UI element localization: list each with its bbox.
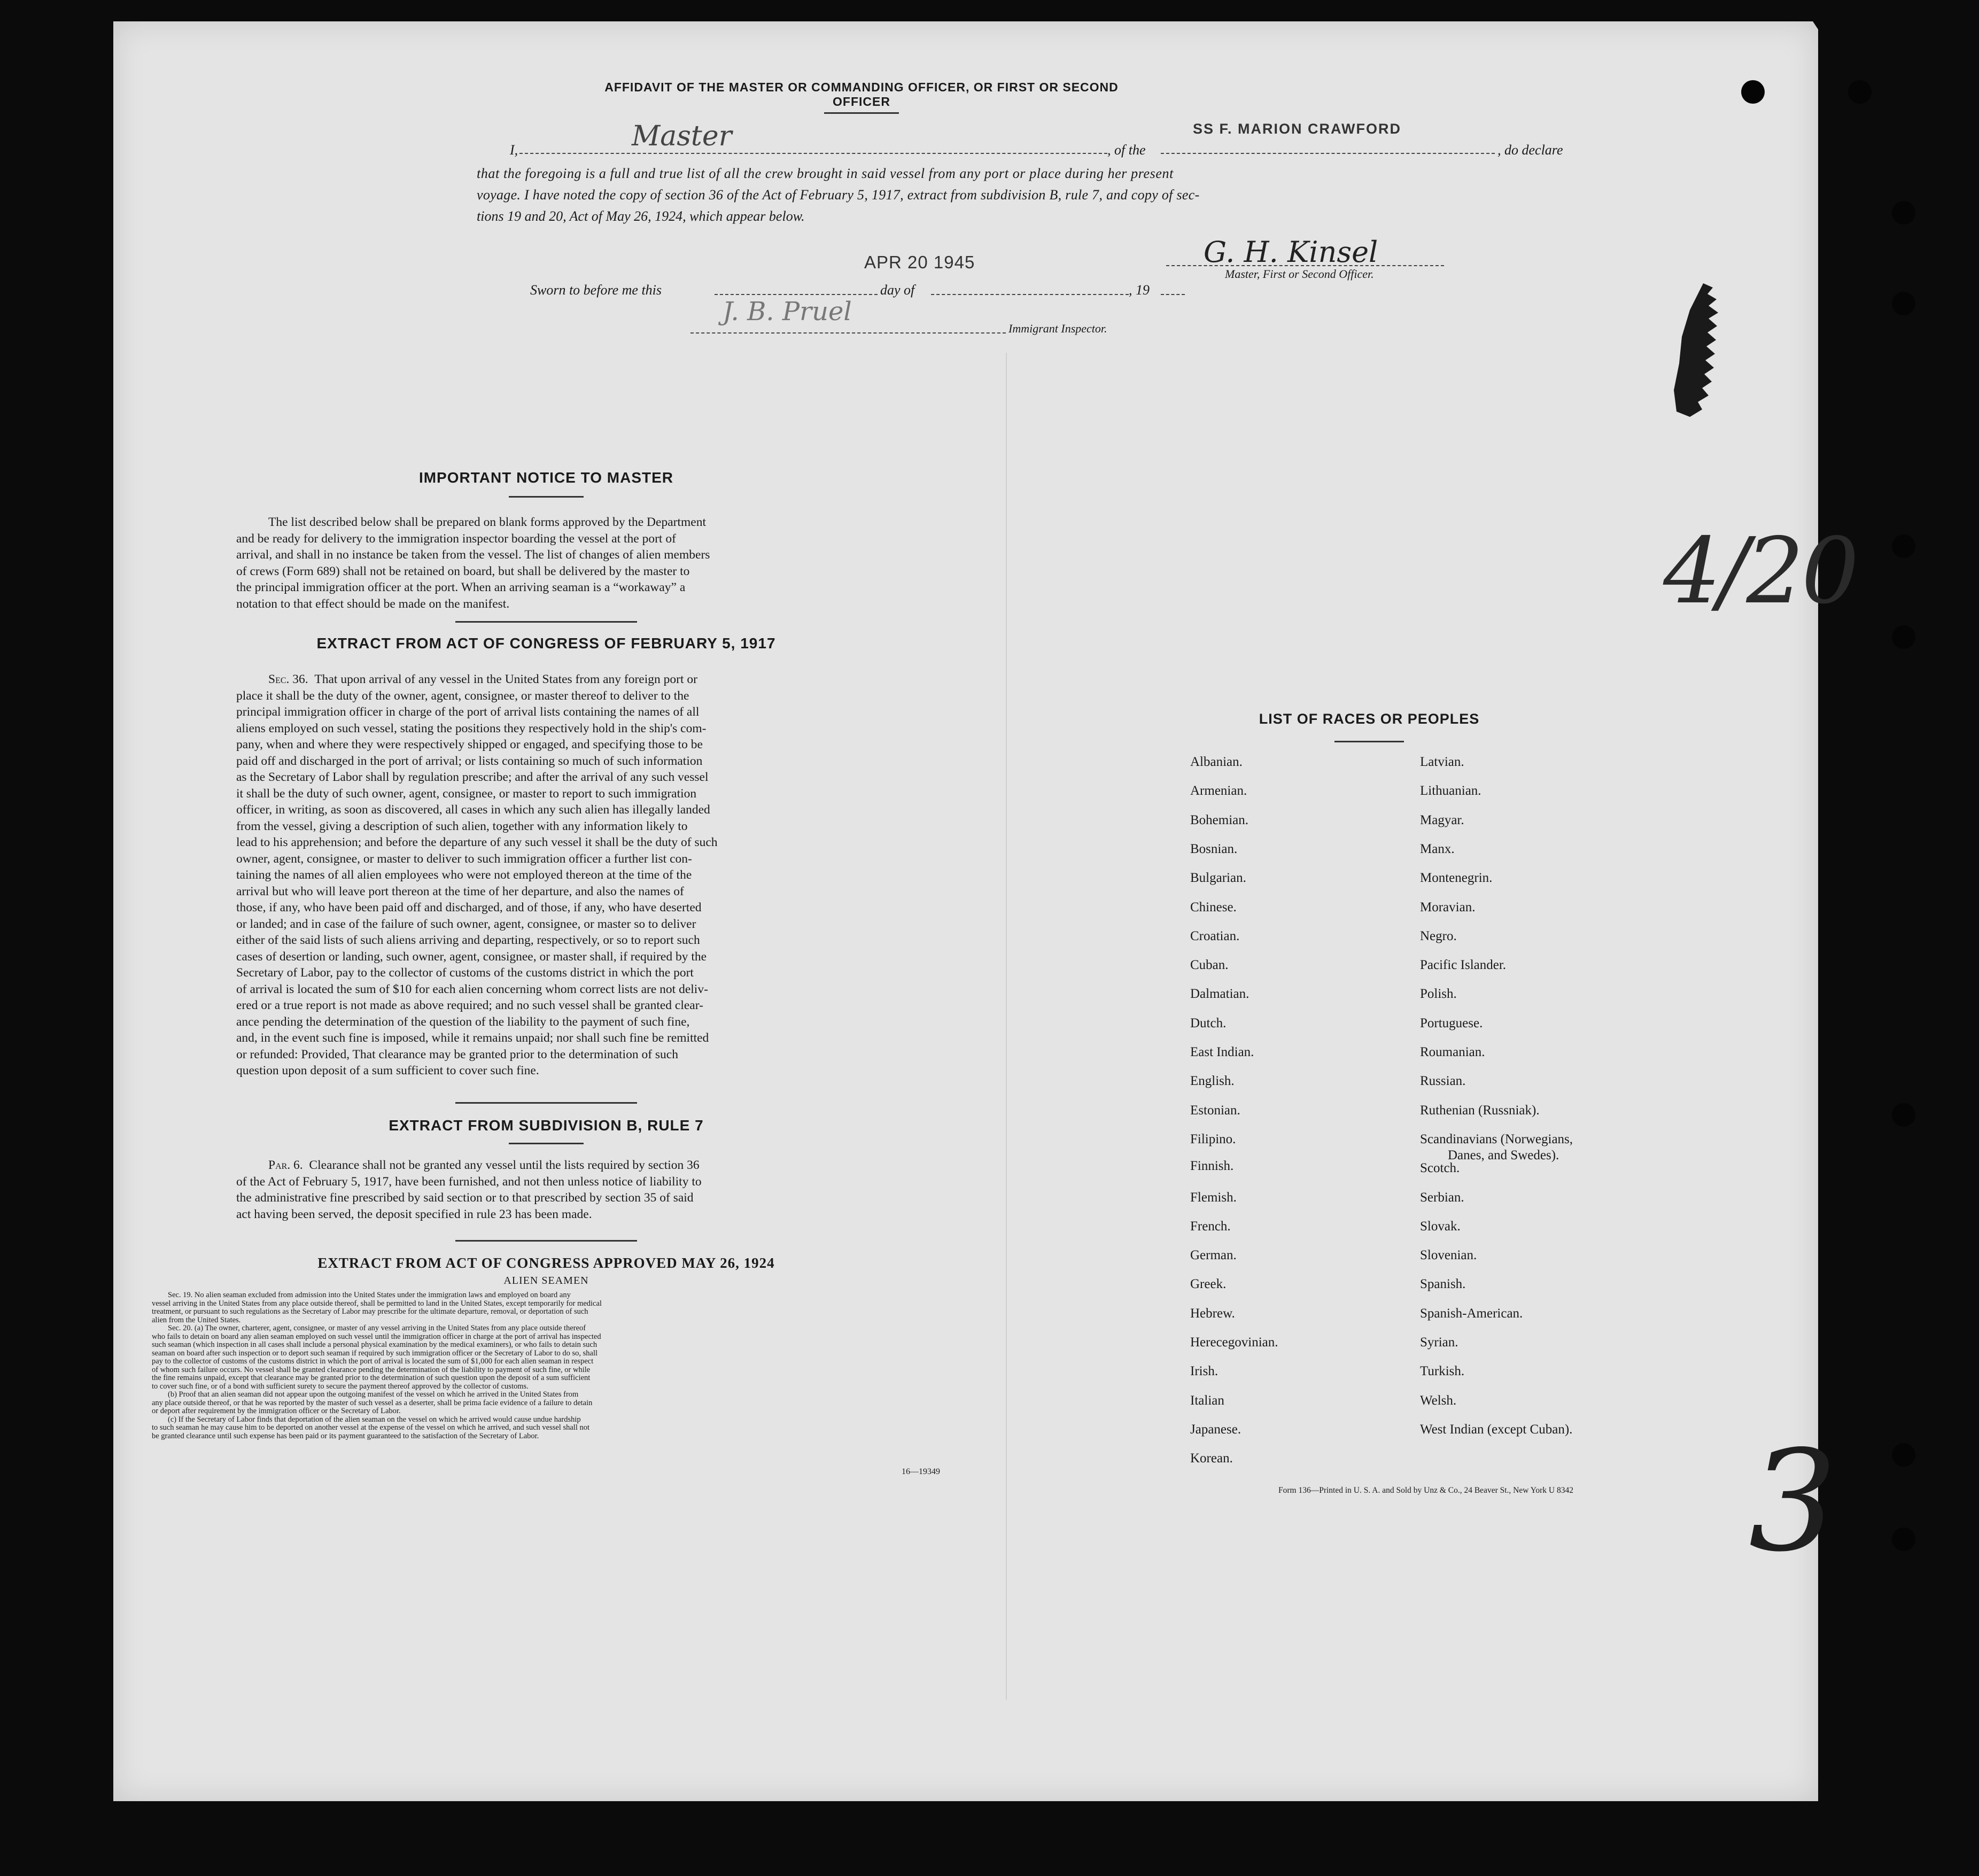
- extract-line: it shall be the duty of such owner, agent, consignee, or master to report to such immigration: [236, 786, 697, 801]
- paragraph-label: Par. 6.: [268, 1158, 303, 1172]
- race-item: Russian.: [1420, 1074, 1466, 1089]
- races-left-column: [1190, 755, 1383, 1503]
- notice-line: and be ready for delivery to the immigration inspector boarding the vessel at the port of: [236, 531, 676, 546]
- race-item: Dalmatian.: [1190, 987, 1250, 1002]
- race-item: Armenian.: [1190, 784, 1247, 799]
- extract-line: those, if any, who have been paid off and discharged, and of those, if any, who have deserted: [236, 901, 702, 914]
- punch-hole: [1892, 1103, 1915, 1127]
- race-item: Roumanian.: [1420, 1045, 1485, 1059]
- extract-1924-subtitle: ALIEN SEAMEN: [503, 1275, 589, 1286]
- race-item: German.: [1190, 1248, 1237, 1263]
- form-number-left: 16—19349: [902, 1467, 940, 1476]
- extract-line: officer, in writing, as soon as discovered, all cases in which any such alien has illegally landed: [236, 803, 710, 817]
- inspector-signature: J. B. Pruel: [723, 297, 852, 327]
- extract-1924-line: treatment, or pursuant to such regulations as the Secretary of Labor may prescribe for the ultimate departure, removal, or deportation of such: [152, 1307, 588, 1316]
- race-item: Spanish.: [1420, 1277, 1466, 1292]
- extract-line: pany, when and where they were respectively shipped or engaged, and specifying those to be: [236, 738, 703, 751]
- race-item: Albanian.: [1190, 755, 1243, 769]
- race-item: English.: [1190, 1074, 1235, 1089]
- extract-1924-title: EXTRACT FROM ACT OF CONGRESS APPROVED MAY 26, 1924: [317, 1255, 775, 1271]
- punch-hole: [1892, 292, 1915, 315]
- sworn-label: Sworn to before me this: [530, 282, 662, 298]
- race-item: Portuguese.: [1420, 1015, 1483, 1030]
- extract-1924-line: be granted clearance until such expense has been paid or its payment guaranteed to the satisfaction of the Secretary of Labor.: [152, 1431, 539, 1440]
- race-item: Manx.: [1420, 841, 1455, 856]
- subdivision-line: act having been served, the deposit specified in rule 23 has been made.: [236, 1207, 592, 1221]
- extract-1924-line: vessel arriving in the United States from any place outside thereof, shall be permitted to land in the United States, except temporarily for medical: [152, 1299, 602, 1308]
- race-item: Chinese.: [1190, 900, 1237, 914]
- notice-line: of crews (Form 689) shall not be retained on board, but shall be delivered by the master to: [236, 564, 690, 578]
- race-item: Italian: [1190, 1393, 1224, 1408]
- master-caption: Master, First or Second Officer.: [1225, 267, 1374, 281]
- extract-line: aliens employed on such vessel, stating the positions they respectively hold in the ship's com-: [236, 721, 707, 735]
- race-item: Magyar.: [1420, 812, 1464, 827]
- sworn-year-line: [1161, 294, 1185, 295]
- race-item: Estonian.: [1190, 1103, 1240, 1118]
- races-right-column: [1420, 755, 1677, 1503]
- notice-line: the principal immigration officer at the port. When an arriving seaman is a “workaway” a: [236, 580, 686, 594]
- fold-line: [1006, 353, 1007, 1700]
- extract-1924-body: [152, 1291, 975, 1440]
- extract-1924-line: seaman on board after such inspection or to deport such seaman if required by such immigration officer or the Secretary of Labor to do so, shall: [152, 1348, 598, 1358]
- extract-1924-line: any place outside thereof, or that he was reported by the master of such vessel as a deserter, shall be prima facie evidence of a failure to detain: [152, 1398, 593, 1407]
- subdivision-b-body: [236, 1157, 859, 1222]
- punch-hole: [1848, 80, 1872, 104]
- handwritten-date: 4/20: [1663, 518, 1857, 624]
- extract-1924-line: (c) If the Secretary of Labor finds that deportation of the alien seaman on the vessel on which he arrived would cause undue hardship: [168, 1415, 581, 1424]
- subdivision-b-title: EXTRACT FROM SUBDIVISION B, RULE 7: [389, 1117, 704, 1134]
- notice-body: [236, 514, 859, 612]
- race-item: Flemish.: [1190, 1190, 1237, 1205]
- extract-1924-line: Sec. 20. (a) The owner, charterer, agent, consignee, or master of any vessel arriving in the United States from any place outside thereof: [168, 1324, 586, 1332]
- extract-1924-line: (b) Proof that an alien seaman did not appear upon the outgoing manifest of the vessel on which he arrived in the United States from: [168, 1390, 579, 1399]
- extract-line: from the vessel, giving a description of such alien, together with any information likely to: [236, 819, 688, 833]
- extract-1924-line: the fine remains unpaid, except that clearance may be granted prior to the determination of such question upon the deposit of a sum sufficient: [152, 1374, 591, 1382]
- affidavit-title: AFFIDAVIT OF THE MASTER OR COMMANDING OFFICER, OR FIRST OR SECOND OFFICER: [604, 80, 1119, 108]
- race-item: Slovak.: [1420, 1219, 1461, 1234]
- race-item: Croatian.: [1190, 928, 1240, 943]
- of-the-label: , of the: [1107, 142, 1146, 158]
- master-name-handwritten: Master: [632, 120, 732, 152]
- race-item: Bosnian.: [1190, 841, 1238, 856]
- extract-line: or landed; and in case of the failure of such owner, agent, consignee, or master so to deliver: [236, 917, 696, 931]
- race-item: Montenegrin.: [1420, 871, 1493, 886]
- race-item: Japanese.: [1190, 1422, 1241, 1437]
- extract-1924-line: of whom such failure occurs. No vessel shall be granted clearance pending the determination of the liability to payment of such fine, or while: [152, 1365, 591, 1374]
- race-item: Latvian.: [1420, 755, 1464, 769]
- extract-line: ered or a true report is not made as above required; and no such vessel shall be granted clear-: [236, 998, 703, 1012]
- sworn-day-line: [715, 294, 878, 295]
- race-item: Serbian.: [1420, 1190, 1464, 1205]
- divider: [824, 112, 899, 114]
- master-signature: G. H. Kinsel: [1204, 235, 1378, 269]
- extract-line: or refunded: Provided, That clearance may be granted prior to the determination of such: [236, 1047, 678, 1061]
- extract-line: Secretary of Labor, pay to the collector of customs of the customs district in which the port: [236, 966, 694, 980]
- extract-line: and, in the event such fine is imposed, while it remains unpaid; nor shall such fine be remitted: [236, 1031, 709, 1045]
- affidavit-line-2: that the foregoing is a full and true list of all the crew brought in said vessel from any port or place during her present: [477, 166, 1174, 181]
- extract-line: place it shall be the duty of the owner, agent, consignee, or master thereof to deliver to the: [236, 688, 689, 703]
- punch-hole: [1892, 1528, 1915, 1551]
- affidavit-line-3: voyage. I have noted the copy of section 36 of the Act of February 5, 1917, extract from subdivision B, rule 7, and copy of sec-: [477, 187, 1200, 203]
- race-item: Syrian.: [1420, 1335, 1458, 1350]
- page-number-handwritten: 3: [1749, 1421, 1837, 1583]
- extract-1924-line: to cover such fine, or of a bond with sufficient surety to secure the payment thereof approved by the collector of customs.: [152, 1382, 529, 1391]
- race-item: Ruthenian (Russniak).: [1420, 1103, 1540, 1118]
- divider: [509, 496, 584, 498]
- race-item: Scotch.: [1420, 1161, 1460, 1176]
- sworn-month-line: [931, 294, 1129, 295]
- races-title: LIST OF RACES OR PEOPLES: [1259, 711, 1480, 727]
- extract-1924-line: who fails to detain on board any alien seaman employed on such vessel until the immigration officer in charge at the port of arrival has inspected: [152, 1332, 601, 1341]
- race-item: Hebrew.: [1190, 1306, 1235, 1321]
- extract-line: ance pending the determination of the question of the liability to the payment of such fine,: [236, 1014, 690, 1029]
- race-item: Slovenian.: [1420, 1248, 1477, 1263]
- extract-line: paid off and discharged in the port of arrival; or lists containing so much of such information: [236, 754, 703, 768]
- race-item: Greek.: [1190, 1277, 1227, 1292]
- extract-1917-title: EXTRACT FROM ACT OF CONGRESS OF FEBRUARY 5, 1917: [316, 635, 776, 652]
- extract-line: taining the names of all alien employees who were not employed thereon at the time of the: [236, 868, 692, 882]
- subdivision-line: Clearance shall not be granted any vessel until the lists required by section 36: [309, 1158, 700, 1172]
- divider: [1334, 741, 1404, 742]
- race-item: Cuban.: [1190, 958, 1229, 973]
- race-item: Pacific Islander.: [1420, 958, 1507, 973]
- vessel-stamp: SS F. MARION CRAWFORD: [1193, 121, 1401, 137]
- extract-line: arrival but who will leave port thereon at the time of her departure, and also the names of: [236, 884, 684, 898]
- extract-1924-line: alien from the United States.: [152, 1315, 241, 1324]
- subdivision-line: of the Act of February 5, 1917, have been furnished, and not then unless notice of liability to: [236, 1174, 702, 1189]
- divider: [455, 1240, 637, 1242]
- year-label: , 19: [1129, 282, 1150, 298]
- race-item: Turkish.: [1420, 1364, 1465, 1379]
- date-stamp: APR 20 1945: [864, 252, 975, 272]
- subdivision-line: the administrative fine prescribed by said section or to that prescribed by section 35 of said: [236, 1191, 694, 1205]
- extract-line: of arrival is located the sum of $10 for each alien concerning whom correct lists are not deliv-: [236, 982, 708, 996]
- punch-hole: [1892, 534, 1915, 558]
- extract-1917-body: [236, 671, 859, 1079]
- extract-1924-line: or deport after requirement by the immigration officer or the Secretary of Labor.: [152, 1407, 401, 1415]
- race-item: West Indian (except Cuban).: [1420, 1422, 1573, 1437]
- vessel-line: [1161, 153, 1495, 154]
- race-item: Lithuanian.: [1420, 784, 1481, 799]
- race-item: Dutch.: [1190, 1015, 1227, 1030]
- punch-hole: [1892, 1443, 1915, 1467]
- race-item: Herecegovinian.: [1190, 1335, 1278, 1350]
- torn-corner: [1813, 21, 1861, 128]
- extract-line: either of the said lists of such aliens arriving and departing, respectively, or so to report such: [236, 933, 700, 947]
- affidavit-i: I,: [510, 142, 518, 158]
- race-item: Danes, and Swedes).: [1448, 1148, 1559, 1162]
- do-declare-label: , do declare: [1497, 142, 1563, 158]
- form-note: Form 136—Printed in U. S. A. and Sold by Unz & Co., 24 Beaver St., New York U 8342: [1278, 1486, 1573, 1495]
- notice-line: arrival, and shall in no instance be taken from the vessel. The list of changes of alien members: [236, 548, 710, 562]
- punch-hole: [1892, 625, 1915, 649]
- extract-line: owner, agent, consignee, or master to deliver to such immigration officer a further list con-: [236, 851, 692, 866]
- extract-line: question upon deposit of a sum sufficient to cover such fine.: [236, 1064, 539, 1077]
- race-item: Moravian.: [1420, 900, 1476, 914]
- extract-line: as the Secretary of Labor shall by regulation prescribe; and after the arrival of any such vessel: [236, 770, 709, 784]
- race-item: Finnish.: [1190, 1159, 1234, 1174]
- race-item: Bohemian.: [1190, 812, 1249, 827]
- race-item: Irish.: [1190, 1364, 1219, 1379]
- race-item: Korean.: [1190, 1451, 1233, 1466]
- section-label: Sec. 36.: [268, 672, 308, 686]
- race-item: Bulgarian.: [1190, 871, 1246, 886]
- punch-hole: [1892, 201, 1915, 224]
- punch-hole: [1741, 80, 1765, 104]
- race-item: Filipino.: [1190, 1131, 1236, 1146]
- notice-title: IMPORTANT NOTICE TO MASTER: [418, 469, 674, 486]
- race-item: Welsh.: [1420, 1393, 1457, 1408]
- document-page: [113, 21, 1857, 1801]
- extract-1924-line: such seaman (which inspection in all cases shall include a personal physical examination by the medical examiners), or who fails to detain such: [152, 1340, 597, 1349]
- name-line: [519, 153, 1107, 154]
- divider: [455, 621, 637, 623]
- race-item: East Indian.: [1190, 1045, 1254, 1059]
- race-item: Scandinavians (Norwegians,: [1420, 1131, 1573, 1146]
- race-item: French.: [1190, 1219, 1231, 1234]
- extract-line: That upon arrival of any vessel in the United States from any foreign port or: [314, 672, 697, 686]
- extract-1924-line: to such seaman he may cause him to be deported on another vessel at the expense of the vessel on which he arrived, and such vessel shall not: [152, 1423, 590, 1432]
- extract-line: principal immigration officer in charge of the port of arrival lists containing the names of all: [236, 705, 700, 719]
- inspector-line: [690, 332, 1006, 334]
- race-item: Polish.: [1420, 987, 1457, 1002]
- seal-mark: [1671, 283, 1719, 422]
- extract-1924-line: Sec. 19. No alien seaman excluded from admission into the United States under the immigration laws and employed on board any: [168, 1291, 571, 1299]
- race-item: Negro.: [1420, 928, 1457, 943]
- day-of-label: day of: [880, 282, 915, 298]
- divider: [455, 1102, 637, 1104]
- extract-1924-line: pay to the collector of customs of the customs district in which the port of arrival is located the sum of $1,000 for each alien seaman in respect: [152, 1357, 594, 1366]
- extract-line: lead to his apprehension; and before the departure of any such vessel it shall be the duty of such: [236, 835, 718, 849]
- notice-line: The list described below shall be prepared on blank forms approved by the Department: [268, 515, 706, 529]
- inspector-caption: Immigrant Inspector.: [1008, 322, 1107, 335]
- divider: [509, 1143, 584, 1144]
- affidavit-line-4: tions 19 and 20, Act of May 26, 1924, which appear below.: [477, 208, 805, 224]
- race-item: Spanish-American.: [1420, 1306, 1523, 1321]
- extract-line: cases of desertion or landing, such owner, agent, consignee, or master shall, if required by the: [236, 949, 707, 964]
- notice-line: notation to that effect should be made on the manifest.: [236, 596, 510, 611]
- signature-line: [1166, 265, 1444, 266]
